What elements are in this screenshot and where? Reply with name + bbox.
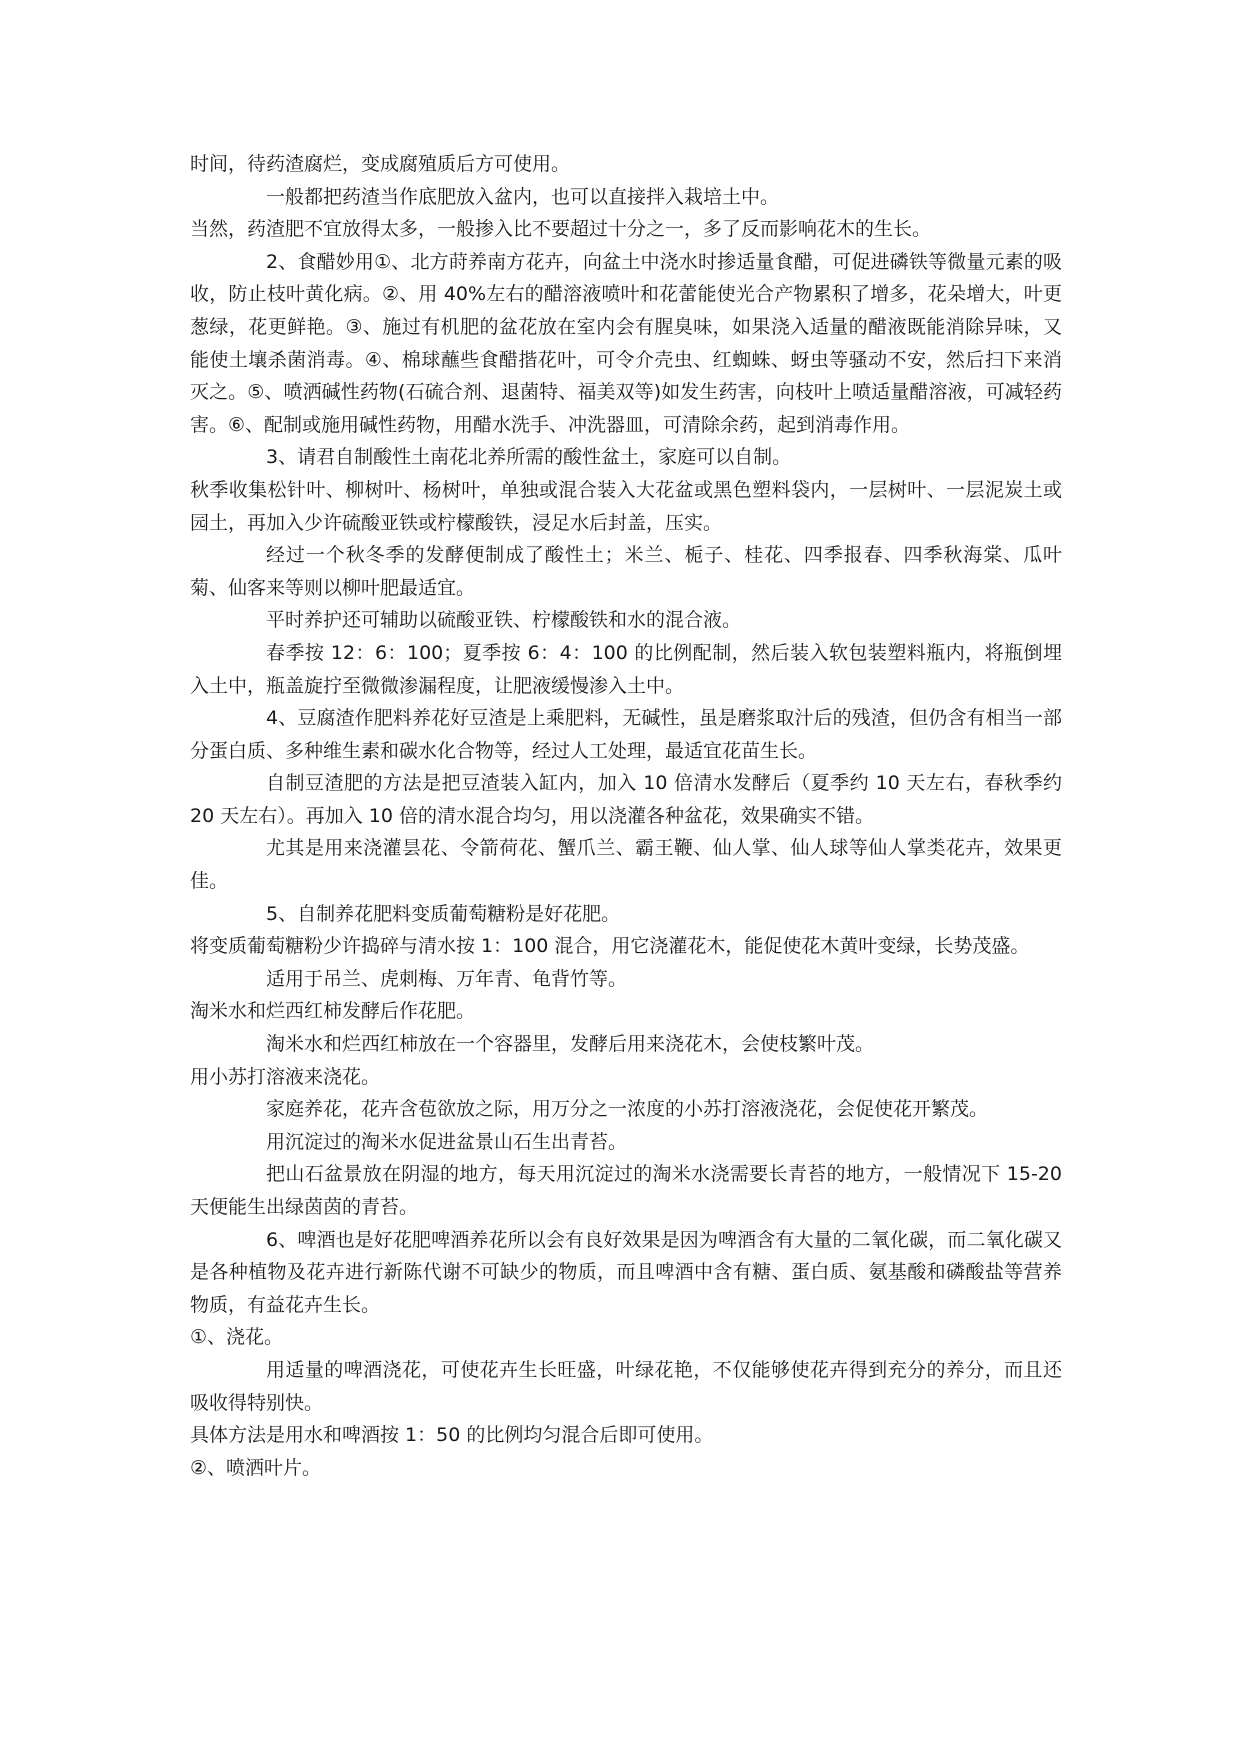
paragraph: 秋季收集松针叶、柳树叶、杨树叶，单独或混合装入大花盆或黑色塑料袋内，一层树叶、一层泥炭土或园土，再加入少许硫酸亚铁或柠檬酸铁，浸足水后封盖，压实。 xyxy=(190,478,1062,534)
paragraph: 具体方法是用水和啤酒按 1：50 的比例均匀混合后即可使用。 xyxy=(190,1424,714,1447)
paragraph: ①、浇花。 xyxy=(190,1326,284,1349)
paragraph: 家庭养花，花卉含苞欲放之际，用万分之一浓度的小苏打溶液浇花，会促使花开繁茂。 xyxy=(266,1098,989,1121)
paragraph: 把山石盆景放在阴湿的地方，每天用沉淀过的淘米水浇需要长青苔的地方，一般情况下 15-20 天便能生出绿茵茵的青苔。 xyxy=(190,1163,1062,1218)
paragraph: 用适量的啤酒浇花，可使花卉生长旺盛，叶绿花艳，不仅能够使花卉得到充分的养分，而且还吸收得特别快。 xyxy=(190,1358,1062,1414)
paragraph: 经过一个秋冬季的发酵便制成了酸性土；米兰、栀子、桂花、四季报春、四季秋海棠、瓜叶菊、仙客来等则以柳叶肥最适宜。 xyxy=(190,544,1062,599)
paragraph: 3、请君自制酸性土南花北养所需的酸性盆土，家庭可以自制。 xyxy=(266,446,792,469)
paragraph: 平时养护还可辅助以硫酸亚铁、柠檬酸铁和水的混合液。 xyxy=(266,609,742,632)
paragraph: 自制豆渣肥的方法是把豆渣装入缸内，加入 10 倍清水发酵后（夏季约 10 天左右，春秋季约 20 天左右）。再加入 10 倍的清水混合均匀，用以浇灌各种盆花，效果确实不错。 xyxy=(190,772,1062,827)
paragraph: 时间，待药渣腐烂，变成腐殖质后方可使用。 xyxy=(190,153,571,175)
paragraph: 尤其是用来浇灌昙花、令箭荷花、蟹爪兰、霸王鞭、仙人掌、仙人球等仙人掌类花卉，效果更佳。 xyxy=(190,837,1062,893)
paragraph: 春季按 12：6：100；夏季按 6：4：100 的比例配制，然后装入软包装塑料瓶内，将瓶倒埋入土中，瓶盖旋拧至微微渗漏程度，让肥液缓慢渗入土中。 xyxy=(190,641,1062,697)
paragraph: 6、啤酒也是好花肥啤酒养花所以会有良好效果是因为啤酒含有大量的二氧化碳，而二氧化碳又是各种植物及花卉进行新陈代谢不可缺少的物质，而且啤酒中含有糖、蛋白质、氨基酸和磷酸盐等营养物质，有益花卉生长。 xyxy=(190,1228,1062,1316)
document-body xyxy=(190,148,1062,1484)
paragraph: 淘米水和烂西红柿放在一个容器里，发酵后用来浇花木，会使枝繁叶茂。 xyxy=(266,1033,875,1056)
paragraph: 淘米水和烂西红柿发酵后作花肥。 xyxy=(190,1000,476,1023)
paragraph: 适用于吊兰、虎刺梅、万年青、龟背竹等。 xyxy=(266,967,628,990)
paragraph: ②、喷洒叶片。 xyxy=(190,1456,322,1479)
paragraph: 2、食醋妙用①、北方莳养南方花卉，向盆土中浇水时掺适量食醋，可促进磷铁等微量元素的吸收，防止枝叶黄化病。②、用 40%左右的醋溶液喷叶和花蕾能使光合产物累积了增多，花朵增大，叶更葱绿，花更鲜艳。③、施过有机肥的盆花放在室内会有腥臭味，如果浇入适量的醋液既能消除异味，又能使土壤杀菌消毒。④、棉球蘸些食醋揩花叶，可令介壳虫、红蜘蛛、蚜虫等骚动不安，然后扫下来消灭之。⑤、喷洒碱性药物(石硫合剂、退菌特、福美双等)如发生药害，向枝叶上喷适量醋溶液，可减轻药害。⑥、配制或施用碱性药物，用醋水洗手、冲洗器皿，可清除余药，起到消毒作用。 xyxy=(190,250,1062,436)
paragraph: 一般都把药渣当作底肥放入盆内，也可以直接拌入栽培土中。 xyxy=(266,185,780,208)
paragraph: 4、豆腐渣作肥料养花好豆渣是上乘肥料，无碱性，虽是磨浆取汁后的残渣，但仍含有相当一部分蛋白质、多种维生素和碳水化合物等，经过人工处理，最适宜花苗生长。 xyxy=(190,707,1062,762)
paragraph: 5、自制养花肥料变质葡萄糖粉是好花肥。 xyxy=(266,902,621,925)
paragraph: 用小苏打溶液来浇花。 xyxy=(190,1065,381,1088)
paragraph: 将变质葡萄糖粉少许捣碎与清水按 1：100 混合，用它浇灌花木，能促使花木黄叶变绿，长势茂盛。 xyxy=(190,935,1030,958)
paragraph: 用沉淀过的淘米水促进盆景山石生出青苔。 xyxy=(266,1130,628,1153)
paragraph: 当然，药渣肥不宜放得太多，一般掺入比不要超过十分之一，多了反而影响花木的生长。 xyxy=(190,218,932,241)
